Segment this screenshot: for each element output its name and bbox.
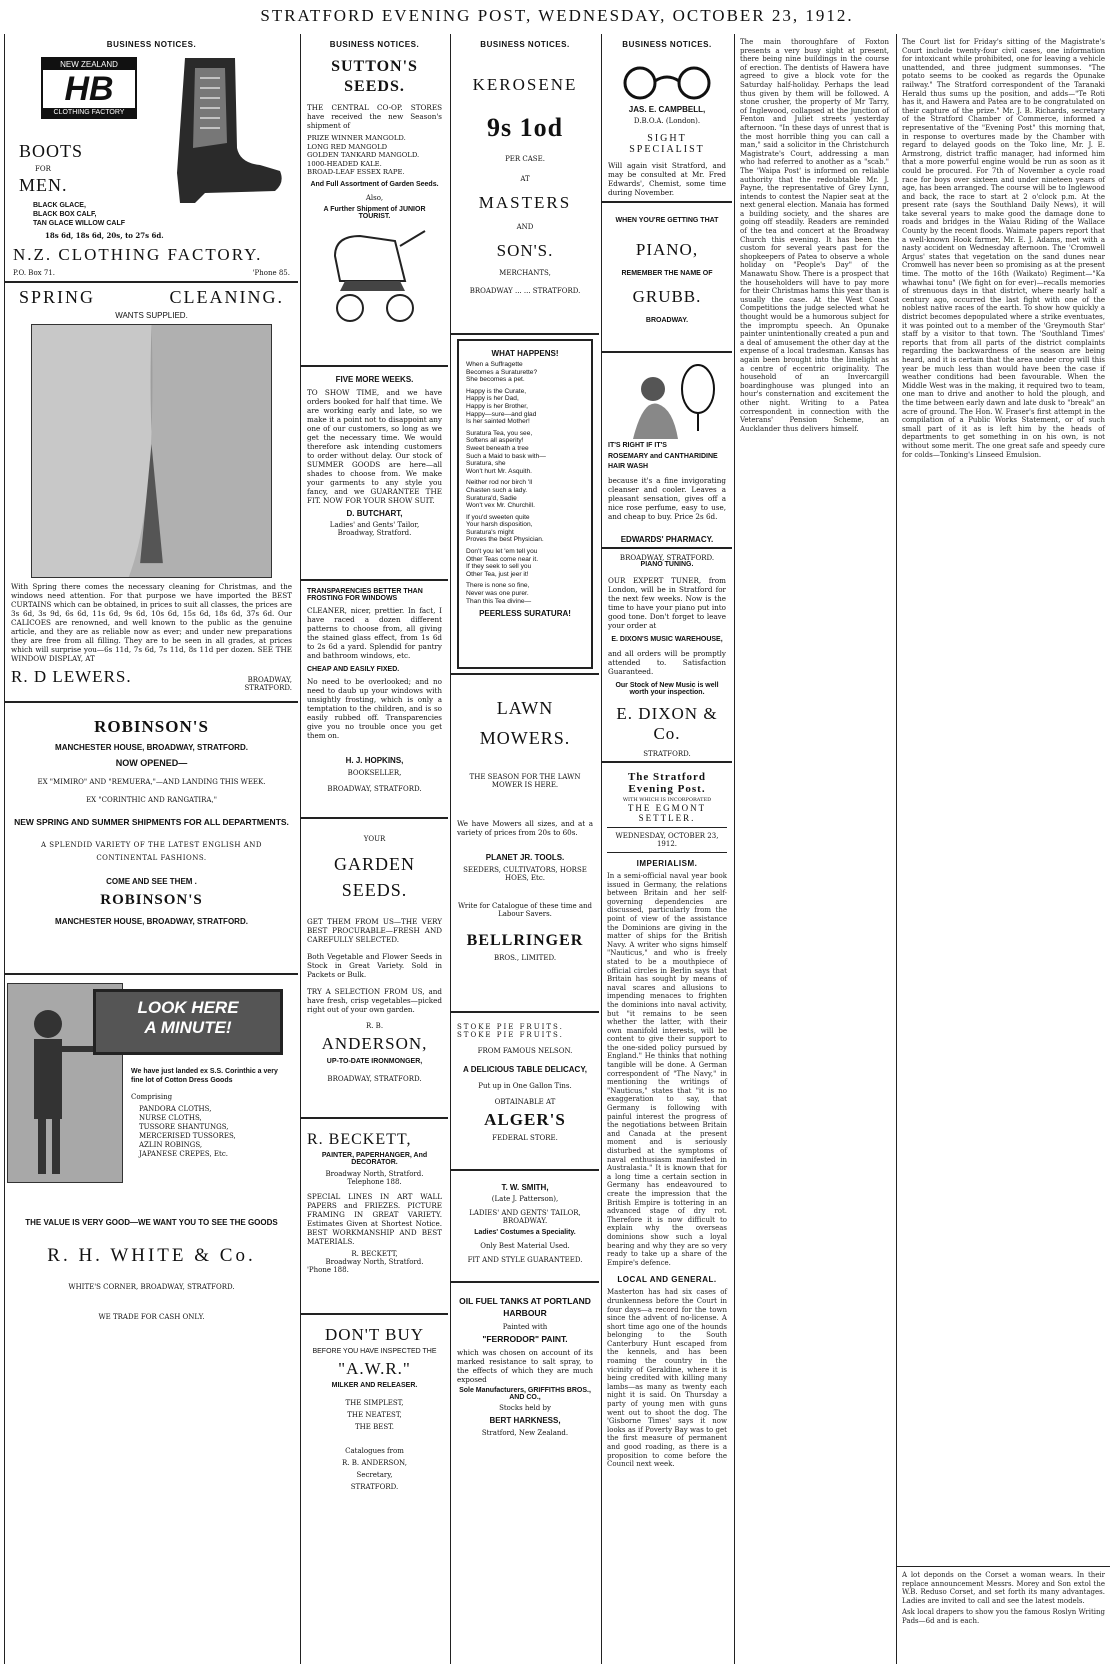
lady-mirror-illustration	[608, 359, 728, 439]
tw-smith-ad: T. W. SMITH, (Late J. Patterson), LADIES' AND GENTS' TAILOR, BROADWAY. Ladies' Costumes a Speciality. Only Best Material Used. FIT AND STYLE GUARANTEED.	[451, 1171, 599, 1283]
rh-white-ad: LOOK HERE A MINUTE! We have just landed ex S.S. Corinthic a very fine lot of Cotton Dress Goods Comprising PANDORA CLOTHS, NURSE CLOTHS, TUSSORE SHANTUNGS, MERCERISED TUSSORES, AZLIN ROBINGS, JAPANESE CREPES, Etc. THE VALUE IS VERY GOOD—WE WANT YOU TO SEE THE GOODS R. H. WHITE & Co. WHITE'S CORNER, BROADWAY, STRATFORD. WE TRADE FOR CASH ONLY.	[5, 975, 298, 1495]
masthead: STRATFORD EVENING POST, WEDNESDAY, OCTOBER 23, 1912.	[260, 6, 854, 25]
suratura-poem: When a Suffragette Becomes a Suraturette? She becomes a pet. Happy is the Curate, Happy is her Dad, Happy is her Brother, Happy—sure—and glad Is her sainted Mother! Suratura Tea, you see, Softens all asperity! Sweet beneath a tree Such a Maid to bask with— Suratura, she Won't hurt Mr. Asquith. Neither rod nor birch 'll Chasten such a lady. Suratura'd, Sadie Won't vex Mr. Churchill. If you'd sweeten quite Your harsh disposition, Suratura's might Proves the best Physician. Don't you let 'em tell you Other Teas come near it. If they seek to sell you Other Tea, just jeer it! There is none so fine, Never was one purer. Than this Tea divine—	[466, 361, 546, 605]
campbell-sight-ad: JAS. E. CAMPBELL, D.B.O.A. (London). SIGHT SPECIALIST Will again visit Stratford, and may be consulted at Mr. Fred Edwards', Chemist, some time during November.	[602, 53, 732, 203]
ferrodor-paint-ad: OIL FUEL TANKS AT PORTLAND HARBOUR Painted with "FERRODOR" PAINT. which was chosen on account of its marked resistance to salt spray, to the effects of which they are much exposed Sole Manufacturers, GRIFFITHS BROS., AND CO., Stocks held by BERT HARKNESS, Stratford, New Zealand.	[457, 1296, 593, 1437]
edwards-pharmacy-ad: IT'S RIGHT IF IT'S ROSEMARY and CANTHARIDINE HAIR WASH because it's a fine invigorating cleanser and cooler. Leaves a pleasant sensation, gives off a nice rose perfume, easy to use, and cheap to buy. Price 2s 6d. EDWARDS' PHARMACY. BROADWAY, STRATFORD.	[602, 353, 732, 549]
seed-list: PRIZE WINNER MANGOLD. LONG RED MANGOLD GOLDEN TANKARD MANGOLD. 1000-HEADED KALE. BROAD-LEAF ESSEX RAPE.	[307, 134, 420, 176]
curtain-illustration	[31, 324, 272, 578]
fabric-list: PANDORA CLOTHS, NURSE CLOTHS, TUSSORE SHANTUNGS, MERCERISED TUSSORES, AZLIN ROBINGS, JAPANESE CREPES, Etc.	[139, 1105, 236, 1158]
suratura-tea-ad: WHAT HAPPENS! When a Suffragette Becomes a Suraturette? She becomes a pet. Happy is the Curate, Happy is her Dad, Happy is her Brother, Happy—sure—and glad Is her sainted Mother! Suratura Tea, you see, Softens all asperity! Sweet beneath a tree Such a Maid to bask with— Suratura, she Won't hurt Mr. Asquith. Neither rod nor birch 'll Chasten such a lady. Suratura'd, Sadie Won't vex Mr. Churchill. If you'd sweeten quite Your harsh disposition, Suratura's might Proves the best Physician. Don't you let 'em tell you Other Teas come near it. If they seek to sell you Other Tea, just jeer it! There is none so fine, Never was one purer. Than this Tea divine— PEERLESS SURATURA!	[457, 339, 593, 669]
column-4	[601, 34, 732, 1664]
newspaper-editorial: The Stratford Evening Post. WITH WHICH IS INCORPORATED THE EGMONT SETTLER. WEDNESDAY, OCTOBER 23, 1912. IMPERIALISM. In a semi-official naval year book issued in Germany, the relations between Britain and her self-governing dependencies are discussed, particularly from the point of view of the assistance the Dominions are giving in the matter of ships for the British Navy. A writer who signs himself "Nauticus," and who is freely stated to be a mouthpiece of official circles in Berlin says that Britain has sought by means of naval scares and allusions to impending menaces to frighten the dominions into naval activity, but "it remains to be seen whether the latter, with their own manifold interests, will be content to give their support to the one-sided policy pursued by England." He thinks that nothing tangible will be done. A German correspondent of "The Navy," in mentioning the writings of "Nauticus," states that "it is no exaggeration to say, that Germany is following with painful interest the progress of the negotiations between Britain and Canada at the present moment and is seriously disturbed at the symptoms of naval enthusiasm manifested in Australasia." It is known that for a long time a certain section in Germany has endeavoured to create the impression that the British Empire is tottering in an advanced stage of dry rot. Therefore it is now difficult to explain why the overseas dominions show such a loyal bearing and why they are so very ready to take up a share of the Empire's defence. LOCAL AND GENERAL. Masterton has had six cases of drunkenness before the Court in four days—a record for the town since the advent of no-license. A short time ago one of the hounds belonging to the South Canterbury Hunt escaped from the kennels, and has been roaming the country in the vicinity of Geraldine, where it is being credited with killing many lambs—as many as twenty each night it is said. On Thursday a party of young men with guns went out to shoot the dog. The 'Gisborne Times' says it now looks as if Poverty Bay was to get the first measure of permanent and good roading, as there is a proposition to come before the Council next week.	[607, 771, 727, 1469]
section-heading: BUSINESS NOTICES.	[622, 40, 712, 49]
column-3	[450, 34, 599, 1664]
boot-lines: BLACK GLACE, BLACK BOX CALF, TAN GLACE WILLOW CALF	[33, 202, 126, 227]
hb-logo: NEW ZEALAND HB CLOTHING FACTORY	[41, 57, 137, 119]
lawn-mowers-ad: LAWN MOWERS. THE SEASON FOR THE LAWN MOWER IS HERE. We have Mowers all sizes, and at a variety of prices from 20s to 60s. PLANET JR. TOOLS. SEEDERS, CULTIVATORS, HORSE HOES, Etc. Write for Catalogue of these time and Labour Savers. BELLRINGER BROS., LIMITED.	[451, 673, 599, 1013]
news-paragraphs: The Court list for Friday's sitting of the Magistrate's Court include twenty-four civil cases, one information for intoxicant while prohibited, one for leaving a vehicle unattended, and three judgment summonses. "The potato seems to be cooked as regards the Opunake railway." The Stratford correspondent of the Taranaki Herald thus sums up the position, and adds—"Te Roti has it, and Hawera and Patea are to be congratulated on their capture of the prize." Mr. J. B. Richards, secretary of the Stratford Chamber of Commerce, informed a representative of the "Evening Post" this morning that, in response to overtures made by the Chamber with regard to delayed goods on the Toko line, Mr. J. E. Armstrong, district traffic manager, had informed him that a more powerful engine would be run as soon as it could be procured. For 7th of November a cycle road race for boys over sixteen and under nineteen years of age, has been arranged. The course will be to Inglewood and back, the race to start at 2 o'clock p.m. At the present rate (says the Southland Daily News), it will take several years to make good the damage done to roads and bridges in the Waiau Riding of the Wallace County by the recent floods. Waimate papers report that a well-known Hook farmer, Mr. E. J. Adams, met with a nasty accident on Wednesday afternoon. The 'Cromwell Argus' states that vegetation on the sand dunes near Cromwell has never been so promising as at the present time. The motto of the 16th (Waikato) Regiment—"Ka whawhai tonu" (We fight on for ever)—recalls memories of strenuous days in that district, where nearly half a century ago, occurred the last fight with one of the noblest native races of the earth. To show how quickly a district becomes depopulated where a strike eventuates, it was pointed out to a member of the 'Greymouth Star' staff by a visitor to that town. The 'Southland Times' reports that from all parts of the district complaints regarding the backwardness of the season are being heard, and it is certain that the area under crop will this year be much less than would have been the case if weather conditions had been favourable. When the Middle West was in the making, it required two to team, one man to drive and another to hold the plough, and the time between early dawn and late dusk to "break" an acre of ground. The Hon. W. Fraser's first attempt in the compilation of a Public Works Statement, or of such small part of it as is left him by the heads of departments to get something in on his own, is not without some merit. The one great safe and speedy cure for colds—Tonking's Linseed Emulsion.	[902, 38, 1105, 459]
dixon-piano-tuning-ad: PIANO TUNING. OUR EXPERT TUNER, from London, will be in Stratford for the next few weeks. Now is the time to have your piano put into good tone. Don't forget to leave your order at E. DIXON'S MUSIC WAREHOUSE, and all orders will be promptly attended to. Satisfaction Guaranteed. Our Stock of New Music is well worth your inspection. E. DIXON & Co. STRATFORD.	[602, 549, 732, 763]
section-heading: BUSINESS NOTICES.	[329, 40, 420, 49]
awr-milker-ad: DON'T BUY BEFORE YOU HAVE INSPECTED THE "A.W.R." MILKER AND RELEASER. THE SIMPLEST, THE NEATEST, THE BEST. Catalogues from R. B. ANDERSON, Secretary, STRATFORD.	[312, 1325, 437, 1491]
column-1	[4, 34, 298, 1664]
section-heading: BUSINESS NOTICES.	[106, 40, 197, 49]
kerosene-ad: KEROSENE 9s 1od PER CASE. AT MASTERS AND SON'S. MERCHANTS, BROADWAY ... ... STRATFORD.	[451, 53, 599, 335]
column-2	[300, 34, 448, 1664]
suttons-seeds-ad: SUTTON'S SEEDS. THE CENTRAL CO-OP. STORES have received the new Season's shipment of PRIZE WINNER MANGOLD. LONG RED MANGOLD GOLDEN TANKARD MANGOLD. 1000-HEADED KALE. BROAD-LEAF ESSEX RAPE. And Full Assortment of Garden Seeds. Also, A Further Shipment of JUNIOR TOURIST.	[301, 53, 448, 367]
beckett-ad: R. BECKETT, PAINTER, PAPERHANGER, And DECORATOR. Broadway North, Stratford. Telephone 188. SPECIAL LINES IN ART WALL PAPERS and FRIEZES. PICTURE FRAMING IN GREAT VARIETY. Estimates Given at Shortest Notice. BEST WORKMANSHIP AND BEST MATERIALS. R. BECKETT, Broadway North, Stratford. 'Phone 188.	[301, 1119, 448, 1315]
garden-seeds-ad: YOUR GARDEN SEEDS. GET THEM FROM US—THE VERY BEST PROCURABLE—FRESH AND CAREFULLY SELECTED. Both Vegetable and Flower Seeds in Stock in Great Variety. Sold in Packets or Bulk. TRY A SELECTION FROM US, and have fresh, crisp vegetables—picked right out of your own garden. R. B. ANDERSON, UP-TO-DATE IRONMONGER, BROADWAY, STRATFORD.	[301, 819, 448, 1119]
grubb-piano-ad: WHEN YOU'RE GETTING THAT PIANO, REMEMBER THE NAME OF GRUBB. BROADWAY.	[602, 203, 732, 353]
pram-illustration	[315, 226, 435, 326]
corset-notice: A lot deponds on the Corset a woman wears. In their replace announcement Messrs. Morey and Son extol the W.B. Reduso Corset, and set forth its many advantages. Ladies are invited to call and see the latest models.	[902, 1571, 1105, 1605]
robinsons-ad: ROBINSON'S MANCHESTER HOUSE, BROADWAY, STRATFORD. NOW OPENED— EX "MIMIRO" AND "REMUERA,"—AND LANDING THIS WEEK. EX "CORINTHIC AND RANGATIRA," NEW SPRING AND SUMMER SHIPMENTS FOR ALL DEPARTMENTS. A SPLENDID VARIETY OF THE LATEST ENGLISH AND CONTINENTAL FASHIONS. COME AND SEE THEM . ROBINSON'S MANCHESTER HOUSE, BROADWAY, STRATFORD.	[5, 703, 298, 975]
hb-boots-ad: NEW ZEALAND HB CLOTHING FACTORY BOOTS FOR MEN. BLACK GLACE, BLACK BOX CALF, TAN GLACE WILLOW CALF 18s 6d, 18s 6d, 20s, to 27s 6d. N.Z. CLOTHING FACTORY. P.O. Box 71. 'Phone 85.	[5, 53, 298, 283]
window-curtain-icon	[32, 325, 271, 577]
spectacles-icon	[612, 61, 722, 101]
local-news-text: The main thoroughfare of Foxton presents a very busy sight at present, there being nine buildings in the course of erection. The dentists of Hawera have agreed to give a block vote for the Saturday half-holiday. Perhaps the lead thus given by them will be followed. A stone crusher, the property of Mr Tarry, of Inglewood, collapsed at the junction of Fenton and Juliet streets yesterday afternoon. "In these days of unrest that is the most horrible thing you can call a man," said a solicitor in the Christchurch Magistrate's Court, addressing a man who had referred to another as a "scab." The 'Waipa Post' is informed on reliable authority that the redoubtable Mr. J. Payne, the representative of Grey Lynn, intends to contest the Napier seat at the next general election. Manaia has formed a building society, and the shares are going off steadily. Readers are reminded of the tea and concert at the Broadway Church this evening. It has been the custom for several years past for the shopkeepers of Patea to observe a whole holiday on "People's Day" of the Manawatu Show. There is a prospect that the householders will have to pay more for their Christmas hams this year than is usually the case. At the West Coast Competitions the judge selected what he thought would be a humorous subject for the impromptu speech. An Opunake painter unintentionally created a pun and a deal of amusement the other day at the expense of a local tradesman. Kansas has again been brought into the limelight as a centre of eccentric originality. The household of an Invercargill boardinghouse was plunged into an hour's consternation and excitement the other night. Writing to a Patea correspondent in connection with the Veterans' Pension Scheme, an Aucklander thus delivers himself.	[740, 38, 889, 433]
section-heading: BUSINESS NOTICES.	[480, 40, 570, 49]
column-5	[734, 34, 894, 1664]
butchart-tailor-ad: FIVE MORE WEEKS. TO SHOW TIME, and we have orders booked for half that time. We are working early and late, so we make it a point not to disappoint any one of our customers, so long as we get the necessary time. We would therefore ask intending customers to order without delay. Our stock of SUMMER GOODS are here—all shades to choose from. We make your garments to any style you fancy, and we GUARANTEE THE FIT. NOW FOR YOUR SHOW SUIT. D. BUTCHART, Ladies' and Gents' Tailor, Broadway, Stratford.	[301, 367, 448, 581]
algers-ad: STOKE PIE FRUITS. STOKE PIE FRUITS. FROM FAMOUS NELSON. A DELICIOUS TABLE DELICACY, Put up in One Gallon Tins. OBTAINABLE AT ALGER'S FEDERAL STORE.	[451, 1013, 599, 1171]
writing-pads-notice: Ask local drapers to show you the famous Roslyn Writing Pads—6d and is each.	[902, 1608, 1105, 1625]
paper-title: The Stratford Evening Post.	[627, 771, 707, 795]
hopkins-ad: TRANSPARENCIES BETTER THAN FROSTING FOR WINDOWS CLEANER, nicer, prettier. In fact, I have raced a dozen different patterns to choose from, all giving the stained glass effect, from 1s 6d to 2s 6d a yard. Splendid for pantry and bathroom windows, etc. CHEAP AND EASILY FIXED. No need to be overlooked; and no need to daub up your windows with unsightly frosting, which is only a temptation to the children, and is so easily rubbed off. Transparencies give you no trouble once you get them on. H. J. HOPKINS, BOOKSELLER, BROADWAY, STRATFORD.	[301, 581, 448, 819]
spring-cleaning-ad: SPRING CLEANING. WANTS SUPPLIED. With Spring there comes the necessary cleaning for Christmas, and the windows need attention. For that purpose we have imported the BEST CURTAINS which can be obtained, in prices to suit all classes, the prices are 3s 6d, 3s 9d, 6s 6d, 11s 6d, 9s 6d, 10s 6d, 15s 6d, 18s 6d, 37s 6d. Our CALICOES are renowned, and well known to the public as the genuine article, and they are as reliable now as ever; and under new preparations they are free from all filling. They are to be seen in all grades, at prices which will surprise you—6s 11d, 7s 6d, 7s 11d, 8s 11d per dozen. SEE THE WINDOW DISPLAY, AT R. D LEWERS. BROADWAY, STRATFORD.	[5, 283, 298, 703]
boot-illustration	[165, 53, 285, 213]
look-here-sign: LOOK HERE A MINUTE!	[93, 989, 283, 1055]
column-6	[896, 34, 1110, 1664]
